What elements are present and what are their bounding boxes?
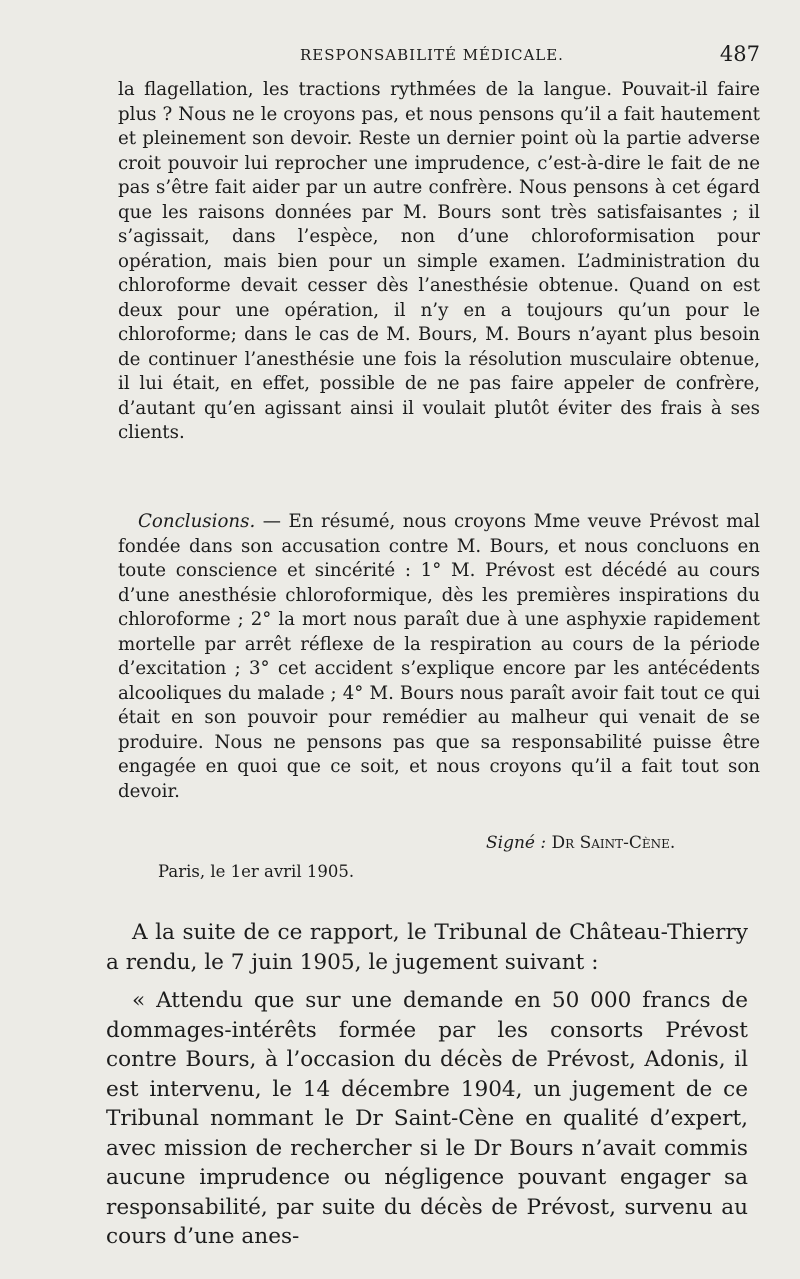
- signed-label: Signé :: [486, 833, 552, 853]
- paragraph-text: la flagellation, les tractions rythmées de la langue. Pouvait-il faire plus ? Nous ne le croyons pas, et nous pensons qu’il a fait hautement et pleinement son devoir. Reste un dernier point où la partie adverse croit pouvoir lui reprocher une imprudence, c’est-à-dire le fait de ne pas s’être fait aider par un autre confrère. Nous pensons à cet égard que les raisons données par M. Bours sont très satisfaisantes ; il s’agissait, dans l’espèce, non d’une chloroformisation pour opération, mais bien pour un simple examen. L’administration du chloroforme devait cesser dès l’anesthésie obtenue. Quand on est deux pour une opération, il n’y en a toujours qu’un pour le chloroforme; dans le cas de M. Bours, M. Bours n’ayant plus besoin de continuer l’anesthésie une fois la résolution musculaire obtenue, il lui était, en effet, possible de ne pas faire appeler de confrère, d’autant qu’en agissant ainsi il voulait plutôt éviter des frais à ses clients.: [118, 79, 760, 443]
- running-title: RESPONSABILITÉ MÉDICALE.: [300, 46, 564, 64]
- conclusions-text: — En résumé, nous croyons Mme veuve Prévost mal fondée dans son accusation contre M. Bours, et nous concluons en toute conscience et sincérité : 1° M. Prévost est décédé au cours d’une anesthésie chloroformique, dès les premières inspirations du chloroforme ; 2° la mort nous paraît due à une asphyxie rapidement mortelle par arrêt réflexe de la respiration au cours de la période d’excitation ; 3° cet accident s’explique encore par les antécédents alcooliques du malade ; 4° M. Bours nous paraît avoir fait tout ce qui était en son pouvoir pour remédier au malheur qui venait de se produire. Nous ne pensons pas que sa responsabilité puisse être engagée en quoi que ce soit, et nous croyons qu’il a fait tout son devoir.: [118, 511, 760, 802]
- signature-line: [486, 833, 675, 853]
- page-number: 487: [719, 42, 760, 66]
- paragraph-judgment-intro: [106, 918, 748, 977]
- judgment-intro-text: A la suite de ce rapport, le Tribunal de Château-Thierry a rendu, le 7 juin 1905, le jugement suivant :: [106, 920, 748, 975]
- page-header: [120, 38, 760, 68]
- date-line: Paris, le 1er avril 1905.: [158, 862, 355, 881]
- judgment-text: « Attendu que sur une demande en 50 000 francs de dommages-intérêts formée par les consorts Prévost contre Bours, à l’occasion du décès de Prévost, Adonis, il est intervenu, le 14 décembre 1904, un jugement de ce Tribunal nommant le Dr Saint-Cène en qualité d’expert, avec mission de rechercher si le Dr Bours n’avait commis aucune imprudence ou négligence pouvant engager sa responsabilité, par suite du décès de Prévost, survenu au cours d’une anes-: [106, 988, 748, 1249]
- signed-name: Dr Saint-Cène.: [551, 833, 676, 853]
- paragraph-judgment: [106, 986, 748, 1252]
- conclusions-lead: Conclusions.: [138, 511, 256, 532]
- paragraph-conclusions: [118, 510, 760, 804]
- conclusions-paragraph: [118, 510, 760, 804]
- paragraph-report-end: [118, 78, 760, 446]
